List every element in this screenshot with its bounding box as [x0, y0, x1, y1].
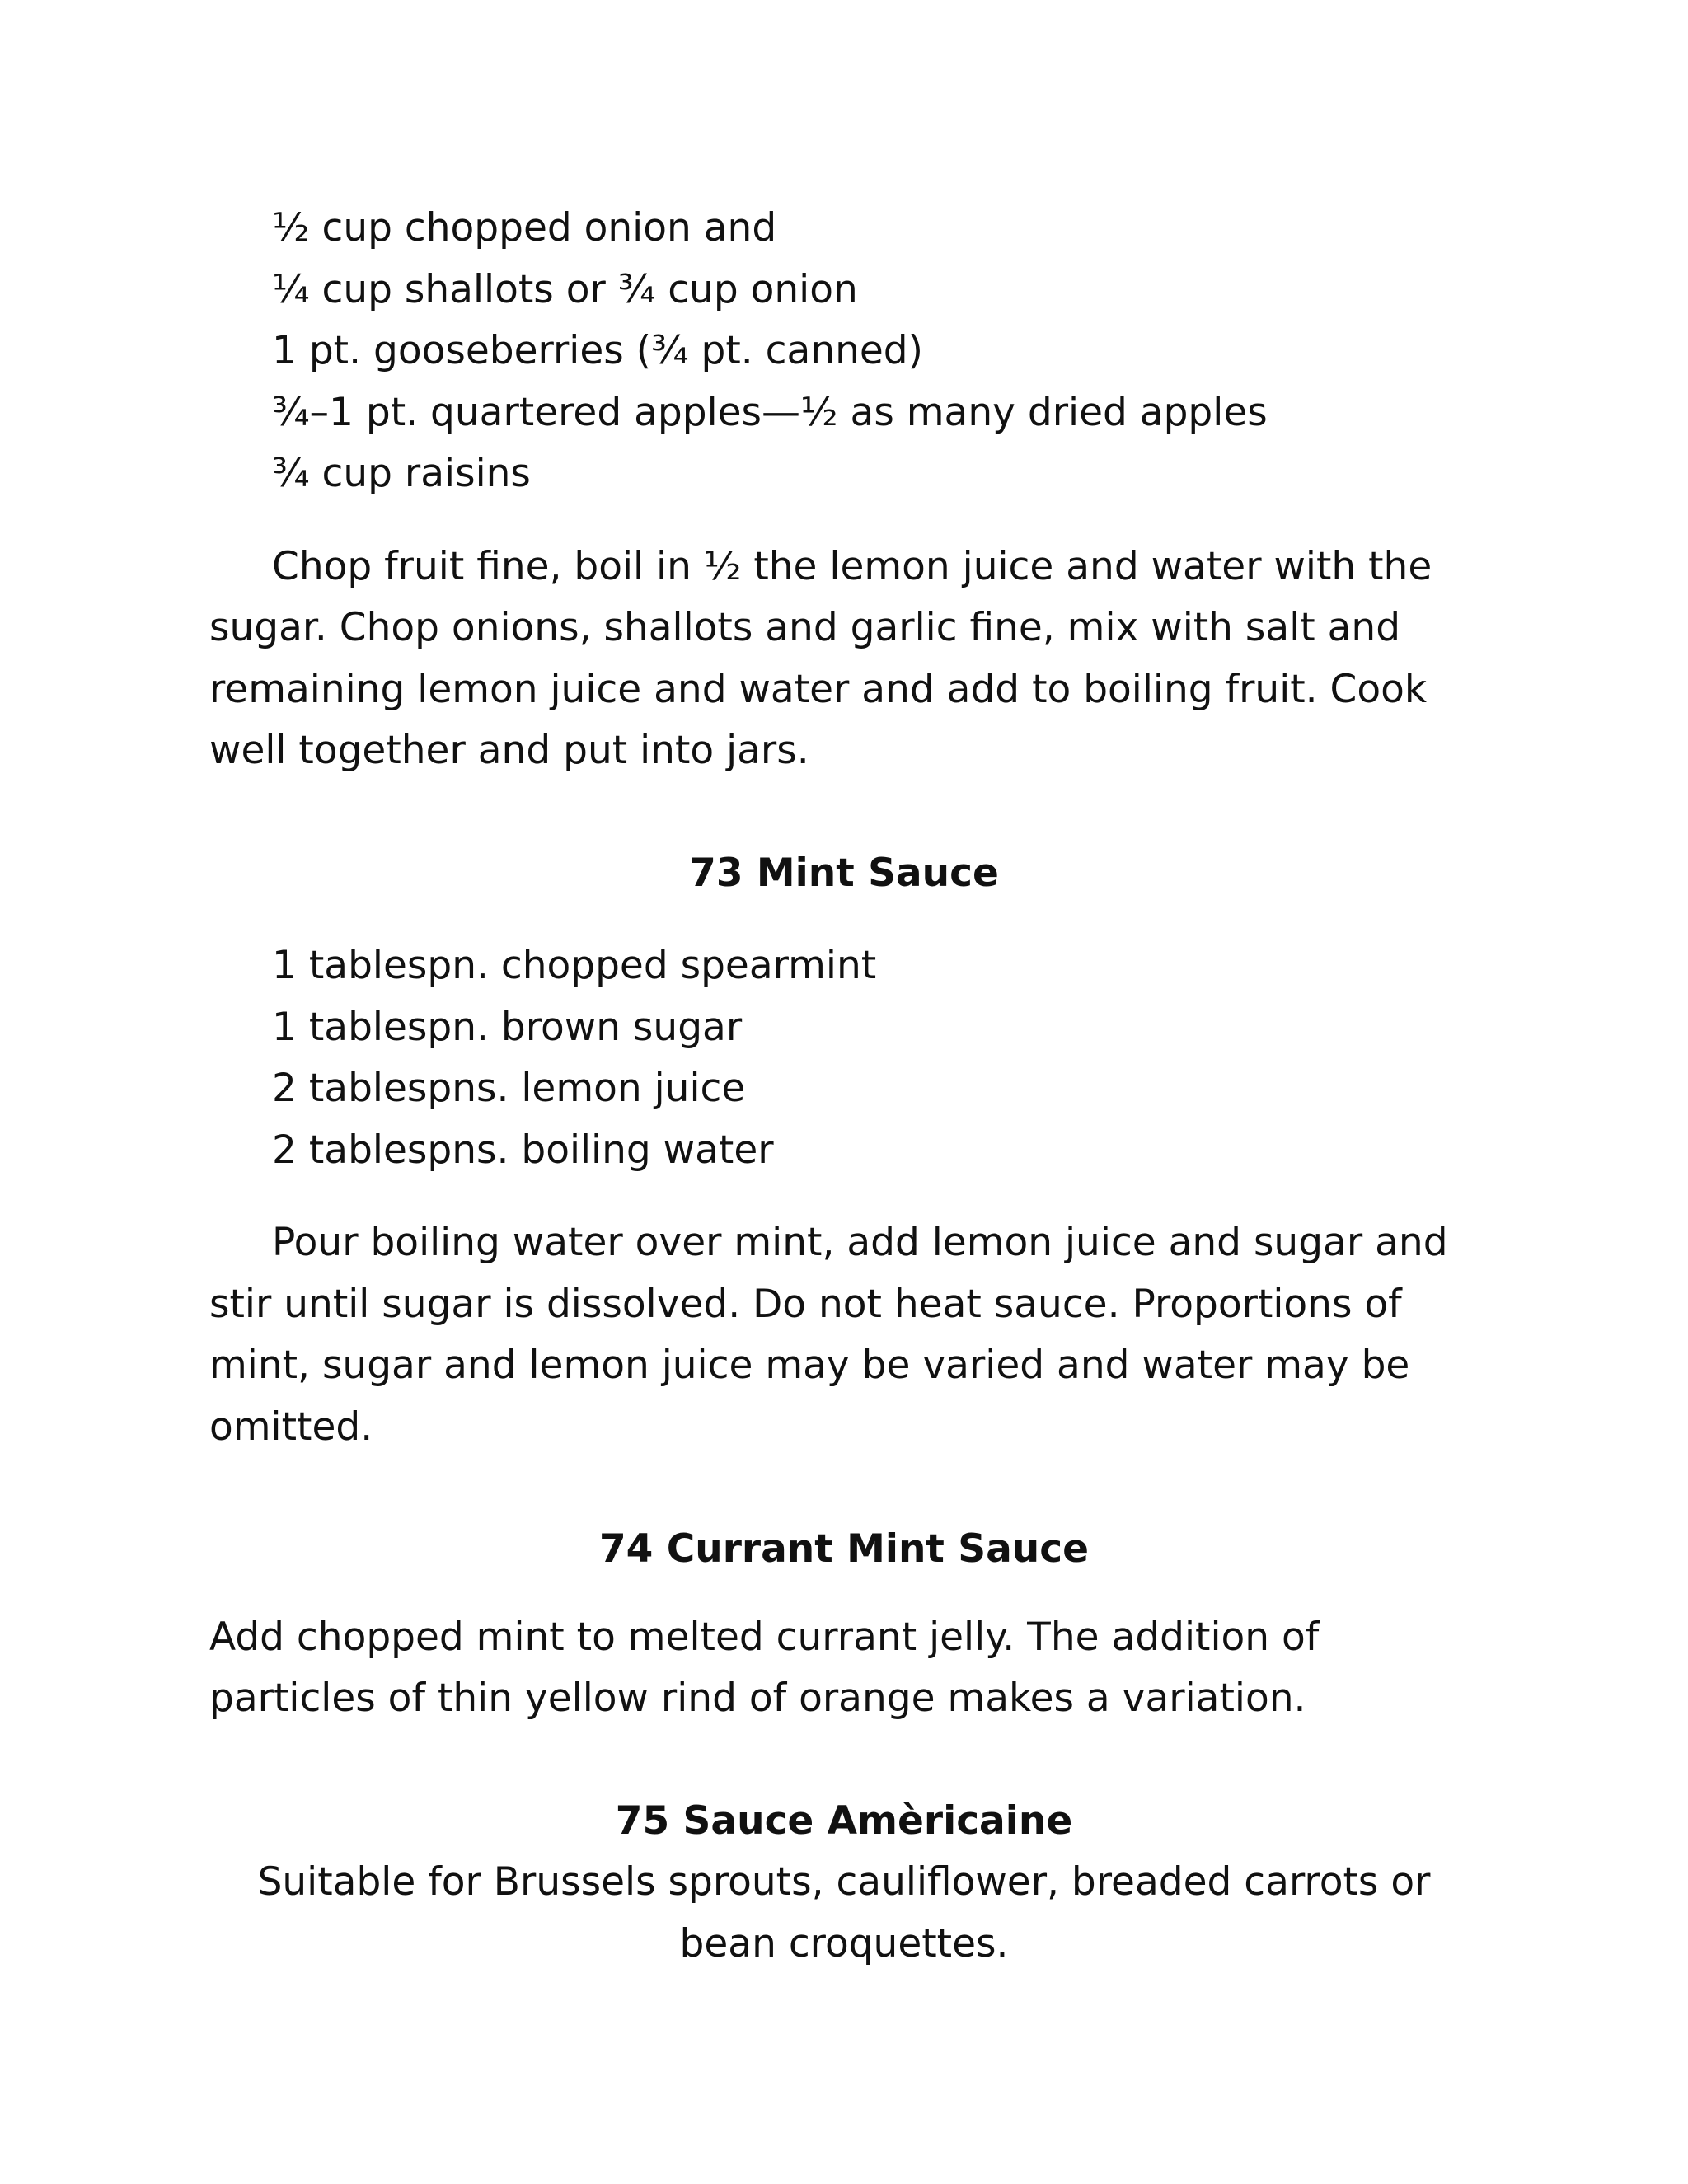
- ingredient-item: 1 tablespn. chopped spearmint: [272, 943, 877, 988]
- method-paragraph-73: Pour boiling water over mint, add lemon juice and sugar and stir until sugar is dissolved. Do not heat sauce. Proportions of mint, sugar and lemon juice may be varied and water may be omitted.: [209, 1220, 1448, 1450]
- recipe-title-73: 73 Mint Sauce: [689, 850, 999, 896]
- recipe-title-74: 74 Currant Mint Sauce: [598, 1526, 1090, 1572]
- page-content: [209, 198, 1479, 1975]
- method-paragraph-74: Add chopped mint to melted currant jelly. The addition of particles of thin yellow rind of orange makes a variation.: [209, 1614, 1320, 1721]
- ingredient-item: 2 tablespns. boiling water: [272, 1127, 774, 1173]
- note-paragraph-75: Suitable for Brussels sprouts, cauliflower, breaded carrots or bean croquettes.: [257, 1859, 1431, 1966]
- ingredient-item: 1 pt. gooseberries (¾ pt. canned): [272, 328, 923, 373]
- ingredient-list-73: [209, 935, 1479, 1181]
- ingredient-item: 1 tablespn. brown sugar: [272, 1004, 743, 1050]
- recipe-title-75: 75 Sauce Amèricaine: [615, 1797, 1073, 1844]
- ingredient-item: ¼ cup shallots or ¾ cup onion: [272, 266, 858, 312]
- ingredient-item: ½ cup chopped onion and: [272, 205, 777, 251]
- method-paragraph-72: Chop fruit fine, boil in ½ the lemon juice and water with the sugar. Chop onions, shallots and garlic fine, mix with salt and remaining lemon juice and water and add to boiling fruit. Cook well together and put into jars.: [209, 543, 1432, 773]
- ingredient-list-72: [209, 198, 1479, 505]
- ingredient-item: 2 tablespns. lemon juice: [272, 1066, 746, 1111]
- ingredient-item: ¾–1 pt. quartered apples—½ as many dried apples: [272, 389, 1268, 435]
- ingredient-item: ¾ cup raisins: [272, 451, 531, 496]
